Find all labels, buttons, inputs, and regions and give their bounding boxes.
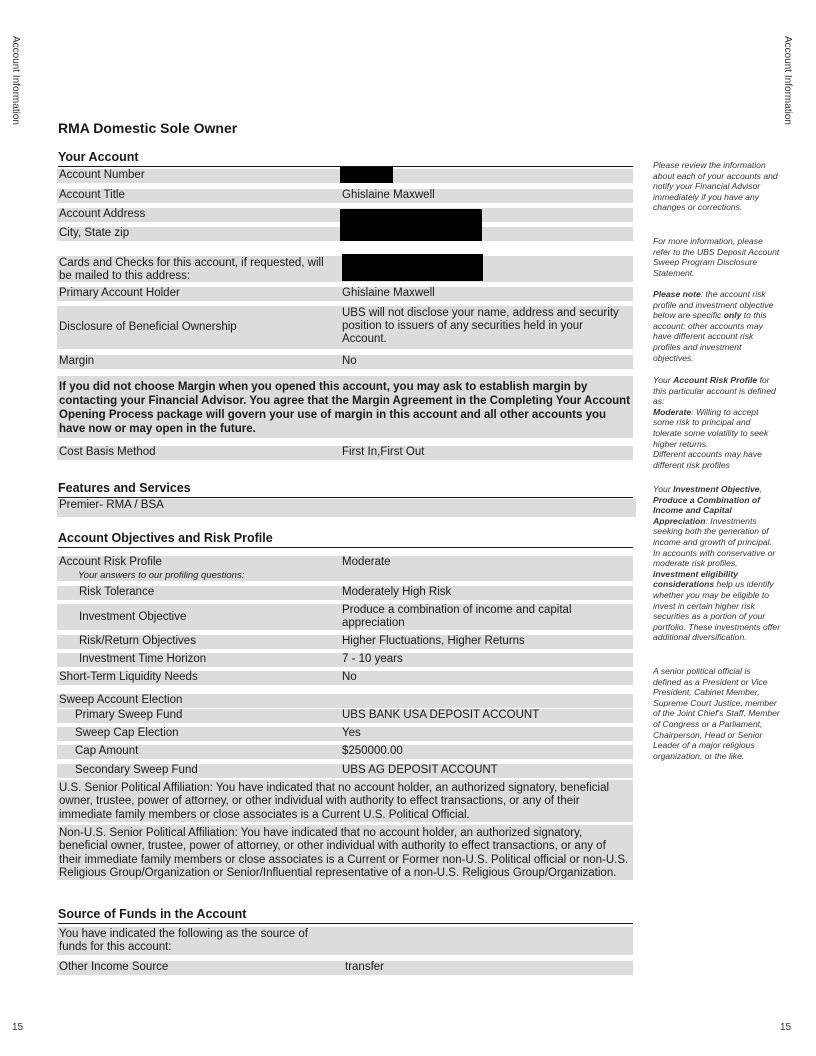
- account-address-label: Account Address: [59, 208, 146, 220]
- account-title-row: [57, 189, 633, 203]
- source-intro-row: [57, 927, 633, 955]
- margin-row: [57, 355, 633, 369]
- risk-tolerance-label: Risk Tolerance: [79, 586, 155, 598]
- risk-tolerance-value: Moderately High Risk: [342, 586, 452, 598]
- margin-paragraph: If you did not choose Margin when you opened this account, you may ask to establish margin by contacting your Financial Advisor. You agree that the Margin Agreement in the Completing Your Account Opening Process package will govern your use of margin in this account and all other accounts you have now or may open in the future.: [57, 376, 633, 438]
- account-number-label: Account Number: [59, 169, 145, 181]
- primary-holder-label: Primary Account Holder: [59, 287, 180, 299]
- disclosure-label: Disclosure of Beneficial Ownership: [59, 321, 237, 333]
- time-horizon-row: [57, 653, 633, 667]
- redacted-account-number: [340, 167, 393, 183]
- primary-holder-value: Ghislaine Maxwell: [342, 287, 435, 299]
- primary-sweep-row: [57, 709, 633, 723]
- note-senior-political: A senior political official is defined as a President or Vice President, Cabinet Member, Supreme Court Justice, member of the Joint Chief's Staff, Member of Congress or a Parliament, Chairperson, Head or Senior Leader of a major religious organization, or the like.: [653, 666, 780, 761]
- liquidity-row: [57, 671, 633, 685]
- risk-profile-label: Account Risk Profile: [59, 556, 162, 568]
- risk-profile-value: Moderate: [342, 556, 391, 568]
- primary-sweep-label: Primary Sweep Fund: [75, 709, 183, 721]
- secondary-sweep-value: UBS AG DEPOSIT ACCOUNT: [342, 764, 498, 776]
- redacted-mailing-address: [342, 254, 483, 281]
- note-investment-objective: Your Investment Objective, Produce a Combination of Income and Capital Appreciation: Investments seeking both the generation of income and growth of principal. In accounts with conservative or moderate risk profiles, investment eligibility considerations help us identify whether you may be eligible to invest in certain higher risk securities as a portion of your portfolio. These investments offer additional diversification.: [653, 484, 781, 643]
- liquidity-label: Short-Term Liquidity Needs: [59, 671, 198, 683]
- note-risk-profile: Your Account Risk Profile for this particular account is defined as: Moderate: Willing to accept some risk to principal and tolerate some volatility to seek higher returns. Different accounts may have different risk profiles: [653, 375, 776, 470]
- sweep-cap-value: Yes: [342, 727, 361, 739]
- other-income-label: Other Income Source: [59, 961, 169, 973]
- time-horizon-label: Investment Time Horizon: [79, 653, 207, 665]
- investment-objective-value: Produce a combination of income and capital appreciation: [342, 604, 572, 629]
- primary-holder-row: [57, 287, 633, 301]
- non-us-political-paragraph: Non-U.S. Senior Political Affiliation: You have indicated that no account holder, an authorized signatory, beneficial owner, trustee, power of attorney, or other individual with authority to effect transactions, or any of their immediate family members or close associates is a Current or Former non-U.S. Political official or non-U.S. Religious Group/Organization or Senior/Influential representative of a non-U.S. Religious Group/Organization.: [57, 825, 633, 880]
- features-item: Premier- RMA / BSA: [59, 499, 164, 511]
- your-account-heading: Your Account: [58, 150, 633, 167]
- primary-sweep-value: UBS BANK USA DEPOSIT ACCOUNT: [342, 709, 540, 721]
- margin-label-right: Account Information: [782, 36, 793, 125]
- margin-label: Margin: [59, 355, 95, 367]
- time-horizon-value: 7 - 10 years: [342, 653, 403, 665]
- other-income-row: [57, 961, 633, 975]
- source-intro: You have indicated the following as the source of funds for this account:: [59, 928, 308, 953]
- risk-tolerance-row: [57, 586, 633, 600]
- us-political-paragraph: U.S. Senior Political Affiliation: You have indicated that no account holder, an authorized signatory, beneficial owner, trustee, power of attorney, or other individual with authority to effect transactions, or any of their immediate family members or close associates is a Current U.S. Political Official.: [57, 780, 633, 822]
- margin-value: No: [342, 355, 357, 367]
- source-of-funds-heading: Source of Funds in the Account: [58, 907, 633, 924]
- note-please-note-lead: Please note: [653, 289, 701, 299]
- risk-return-value: Higher Fluctuations, Higher Returns: [342, 635, 525, 647]
- cap-amount-label: Cap Amount: [75, 745, 139, 757]
- cap-amount-row: [57, 745, 633, 759]
- sweep-election-label: Sweep Account Election: [59, 694, 183, 706]
- liquidity-value: No: [342, 671, 357, 683]
- risk-return-label: Risk/Return Objectives: [79, 635, 196, 647]
- account-title-label: Account Title: [59, 189, 125, 201]
- other-income-value: transfer: [345, 961, 384, 973]
- margin-label-left: Account Information: [10, 36, 21, 125]
- page-number-left: 15: [12, 1022, 24, 1033]
- note-please-note: Please note: the account risk profile and investment objective below are specific only to this account: other accounts may have different account risk profiles and investment objectives.: [653, 289, 774, 363]
- redacted-address: [340, 209, 482, 241]
- disclosure-value: UBS will not disclose your name, address and security position to issuers of any securities held in your Account.: [342, 307, 619, 345]
- sweep-cap-label: Sweep Cap Election: [75, 727, 179, 739]
- investment-objective-label: Investment Objective: [79, 611, 187, 623]
- secondary-sweep-row: [57, 764, 633, 778]
- account-title-value: Ghislaine Maxwell: [342, 189, 435, 201]
- features-heading: Features and Services: [58, 481, 633, 498]
- cards-checks-label: Cards and Checks for this account, if requested, will be mailed to this address:: [59, 257, 324, 282]
- note-review: Please review the information about each of your accounts and notify your Financial Advisor immediately if you have any changes or corrections.: [653, 160, 778, 213]
- risk-return-row: [57, 635, 633, 649]
- investment-objective-row: [57, 604, 633, 630]
- risk-profile-row: [57, 556, 633, 581]
- objectives-heading: Account Objectives and Risk Profile: [58, 531, 633, 548]
- sweep-cap-row: [57, 727, 633, 741]
- cost-basis-label: Cost Basis Method: [59, 446, 156, 458]
- city-state-zip-label: City, State zip: [59, 227, 130, 239]
- cost-basis-value: First In,First Out: [342, 446, 425, 458]
- cost-basis-row: [57, 446, 633, 460]
- disclosure-row: [57, 306, 633, 349]
- profiling-hint: Your answers to our profiling questions:: [78, 570, 245, 581]
- note-more-info: For more information, please refer to the UBS Deposit Account Sweep Program Disclosure Statement.: [653, 236, 780, 278]
- page-number-right: 15: [780, 1022, 792, 1033]
- sweep-election-row: [57, 694, 633, 708]
- cap-amount-value: $250000.00: [342, 745, 403, 757]
- document-title: RMA Domestic Sole Owner: [58, 120, 238, 136]
- features-row: [57, 499, 636, 517]
- secondary-sweep-label: Secondary Sweep Fund: [75, 764, 198, 776]
